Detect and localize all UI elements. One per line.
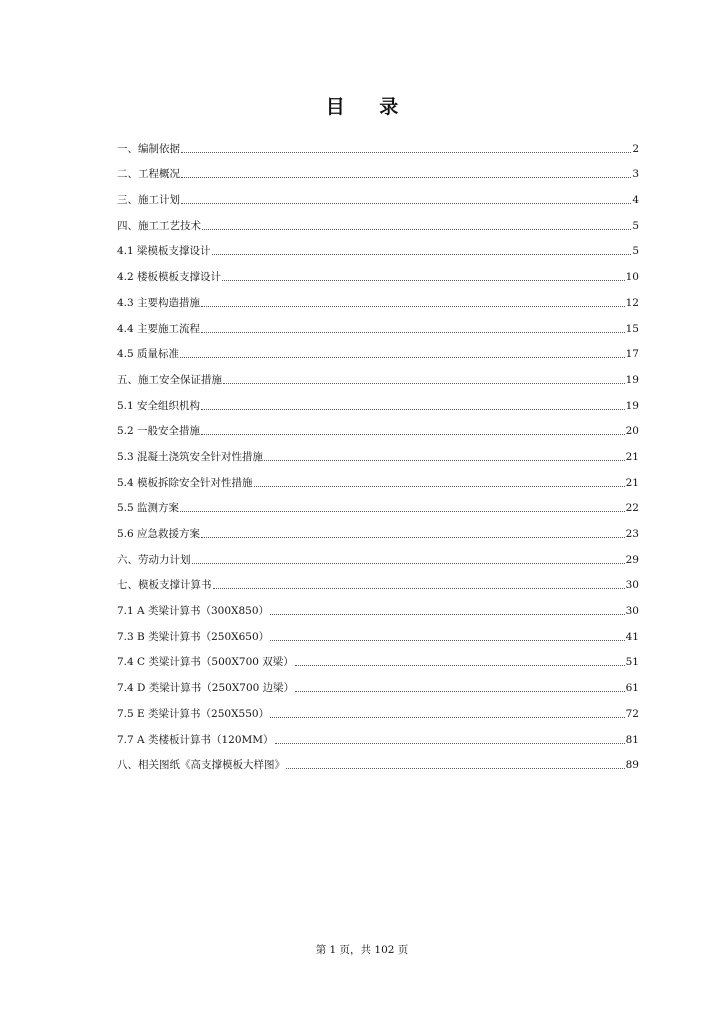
toc-entry[interactable] [117, 413, 639, 439]
table-of-contents [117, 130, 639, 772]
toc-dot-leader [180, 511, 625, 512]
toc-dot-leader [201, 332, 625, 333]
toc-entry[interactable] [117, 695, 639, 721]
toc-dot-leader [275, 743, 625, 744]
toc-entry-label: 5.6 应急救援方案 [117, 528, 201, 540]
toc-dot-leader [202, 229, 631, 230]
toc-entry-page-number: 22 [625, 502, 639, 515]
toc-entry-label: 二、工程概况 [117, 168, 180, 181]
toc-dot-leader [181, 203, 631, 204]
toc-dot-leader [181, 152, 631, 153]
toc-entry-page-number: 30 [625, 605, 639, 618]
toc-entry-page-number: 21 [625, 450, 639, 463]
toc-entry-label: 4.3 主要构造措施 [117, 296, 201, 309]
toc-entry-label: 7.5 E 类梁计算书（250X550） [117, 707, 270, 720]
toc-entry[interactable] [117, 258, 639, 284]
toc-entry-label: 7.3 B 类梁计算书（250X650） [117, 630, 270, 643]
toc-entry[interactable] [117, 284, 639, 310]
toc-entry[interactable] [117, 464, 639, 490]
toc-entry-page-number: 17 [625, 348, 639, 361]
toc-entry-page-number: 21 [625, 476, 639, 489]
toc-entry-page-number: 41 [625, 630, 639, 643]
toc-dot-leader [213, 588, 625, 589]
toc-entry-page-number: 51 [625, 656, 639, 669]
toc-entry-label: 4.5 质量标准 [117, 348, 180, 361]
toc-entry-page-number: 15 [625, 322, 639, 335]
toc-entry-label: 4.1 梁模板支撑设计 [117, 245, 211, 258]
page-title: 目 录 [325, 96, 413, 118]
toc-entry-label: 六、劳动力计划 [117, 553, 191, 566]
toc-entry-label: 七、模板支撑计算书 [117, 579, 212, 592]
toc-dot-leader [270, 614, 625, 615]
toc-entry-label: 7.4 C 类梁计算书（500X700 双梁） [117, 656, 294, 669]
toc-entry[interactable] [117, 721, 639, 747]
toc-dot-leader [264, 460, 625, 461]
toc-entry-page-number: 2 [632, 142, 639, 155]
toc-entry-page-number: 19 [625, 373, 639, 386]
toc-entry-label: 四、施工工艺技术 [117, 219, 201, 232]
toc-entry-page-number: 81 [625, 733, 639, 746]
toc-entry[interactable] [117, 567, 639, 593]
toc-entry[interactable] [117, 361, 639, 387]
toc-entry[interactable] [117, 541, 639, 567]
toc-entry-page-number: 5 [632, 219, 639, 232]
toc-entry-label: 5.5 监测方案 [117, 502, 180, 515]
toc-dot-leader [270, 717, 625, 718]
toc-dot-leader [286, 768, 625, 769]
toc-dot-leader [201, 306, 625, 307]
toc-entry-label: 五、施工安全保证措施 [117, 373, 222, 386]
toc-dot-leader [295, 665, 625, 666]
toc-dot-leader [223, 383, 625, 384]
toc-entry-page-number: 10 [625, 271, 639, 284]
toc-entry-page-number: 30 [625, 579, 639, 592]
toc-entry[interactable] [117, 644, 639, 670]
toc-entry-page-number: 23 [625, 528, 639, 540]
toc-entry-label: 5.2 一般安全措施 [117, 425, 201, 438]
toc-dot-leader [201, 537, 625, 538]
toc-entry-label: 三、施工计划 [117, 194, 180, 207]
toc-entry-label: 八、相关图纸《高支撑模板大样图》 [117, 759, 285, 772]
toc-entry-page-number: 4 [632, 194, 639, 207]
toc-entry-label: 一、编制依据 [117, 142, 180, 155]
toc-dot-leader [270, 640, 624, 641]
toc-entry-label: 4.4 主要施工流程 [117, 322, 201, 335]
toc-entry-label: 5.3 混凝土浇筑安全针对性措施 [117, 450, 264, 463]
toc-entry-page-number: 12 [625, 296, 639, 309]
toc-entry-page-number: 61 [625, 682, 639, 695]
toc-entry-page-number: 19 [625, 399, 639, 412]
toc-dot-leader [201, 434, 625, 435]
toc-entry-label: 7.7 A 类楼板计算书（120MM） [117, 733, 274, 746]
toc-entry[interactable] [117, 618, 639, 644]
toc-entry-label: 7.1 A 类梁计算书（300X850） [117, 605, 270, 618]
toc-entry[interactable] [117, 669, 639, 695]
toc-entry[interactable] [117, 747, 639, 773]
toc-entry-page-number: 20 [625, 425, 639, 438]
toc-entry[interactable] [117, 156, 639, 182]
toc-entry[interactable] [117, 130, 639, 156]
toc-dot-leader [222, 280, 625, 281]
toc-dot-leader [201, 409, 625, 410]
toc-entry-page-number: 72 [625, 707, 639, 720]
toc-entry-page-number: 29 [625, 553, 639, 566]
toc-entry[interactable] [117, 490, 639, 516]
toc-entry[interactable] [117, 387, 639, 413]
toc-entry-page-number: 89 [625, 759, 639, 772]
toc-dot-leader [212, 254, 632, 255]
toc-dot-leader [192, 563, 625, 564]
toc-entry-page-number: 3 [632, 168, 639, 181]
toc-entry[interactable] [117, 207, 639, 233]
page-footer: 第 1 页，共 102 页 [315, 944, 409, 956]
toc-entry[interactable] [117, 233, 639, 259]
toc-dot-leader [180, 357, 625, 358]
toc-dot-leader [254, 486, 625, 487]
toc-dot-leader [295, 691, 624, 692]
toc-entry-label: 7.4 D 类梁计算书（250X700 边梁） [117, 682, 295, 695]
toc-entry[interactable] [117, 438, 639, 464]
toc-dot-leader [181, 177, 631, 178]
toc-entry[interactable] [117, 181, 639, 207]
toc-entry-label: 5.1 安全组织机构 [117, 399, 201, 412]
toc-entry[interactable] [117, 336, 639, 362]
toc-entry[interactable] [117, 310, 639, 336]
toc-entry[interactable] [117, 592, 639, 618]
toc-entry[interactable] [117, 515, 639, 541]
toc-entry-label: 5.4 模板拆除安全针对性措施 [117, 476, 253, 489]
toc-entry-page-number: 5 [632, 245, 639, 258]
toc-entry-label: 4.2 楼板模板支撑设计 [117, 271, 222, 284]
